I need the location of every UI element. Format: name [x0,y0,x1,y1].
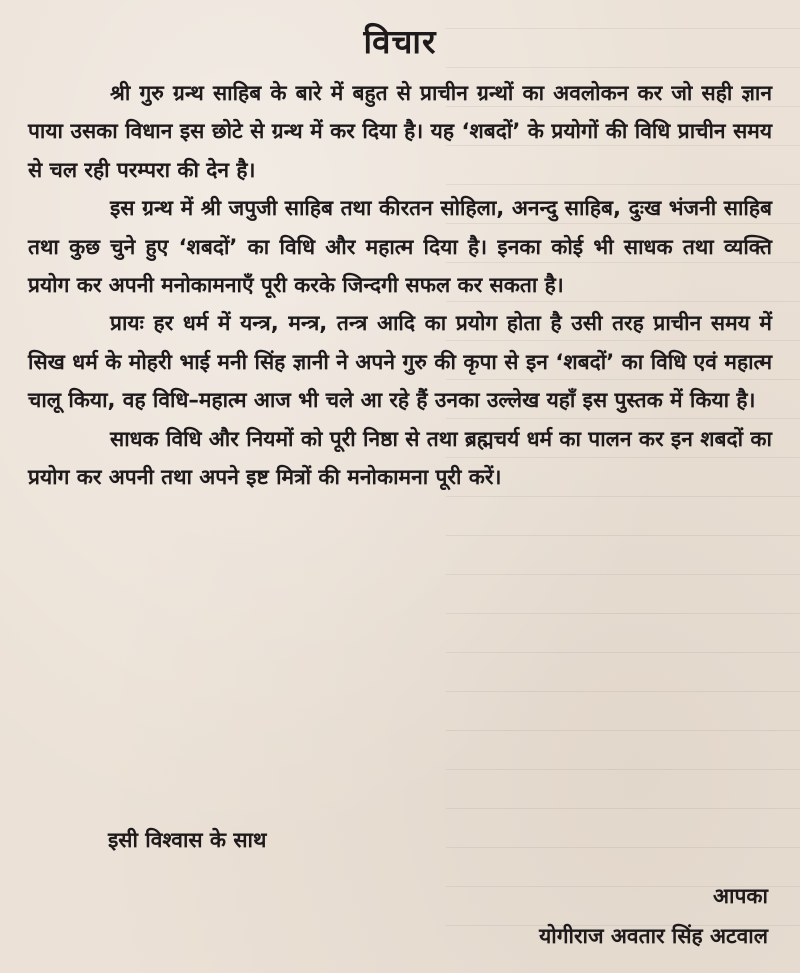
signature-block [348,876,768,956]
page-title: विचार [363,22,437,61]
paragraph-4: साधक विधि और नियमों को पूरी निष्ठा से तथा ब्रह्मचर्य धर्म का पालन कर इन शबदों का प्रयोग कर अपनी तथा अपने इष्ट मित्रों की मनोकामना पूरी करें। [28,426,772,490]
body-text [28,74,772,496]
paragraph-1: श्री गुरु ग्रन्थ साहिब के बारे में बहुत से प्राचीन ग्रन्थों का अवलोकन कर जो सही ज्ञान पाया उसका विधान इस छोटे से ग्रन्थ में कर दिया है। यह ‘शबदों’ के प्रयोगों की विधि प्राचीन समय से चल रही परम्परा की देन है। [28,81,772,182]
paragraph-3: प्रायः हर धर्म में यन्त्र, मन्त्र, तन्त्र आदि का प्रयोग होता है उसी तरह प्राचीन समय में सिख धर्म के मोहरी भाई मनी सिंह ज्ञानी ने अपने गुरु की कृपा से इन ‘शबदों’ का विधि एवं महात्म चालू किया, वह विधि–महात्म आज भी चले आ रहे हैं उनका उल्लेख यहाँ इस पुस्तक में किया है। [28,311,772,413]
paragraph-2: इस ग्रन्थ में श्री जपुजी साहिब तथा कीरतन सोहिला, अनन्दु साहिब, दुःख भंजनी साहिब तथा कुछ चुने हुए ‘शबदों’ का विधि और महात्म दिया है। इनका कोई भी साधक तथा व्यक्ति प्रयोग कर अपनी मनोकामनाएँ पूरी करके जिन्दगी सफल कर सकता है। [28,196,772,298]
author-name: योगीराज अवतार सिंह अटवाल [539,924,768,948]
closing-line: इसी विश्वास के साथ [108,828,267,852]
sign-greeting: आपका [713,884,768,908]
